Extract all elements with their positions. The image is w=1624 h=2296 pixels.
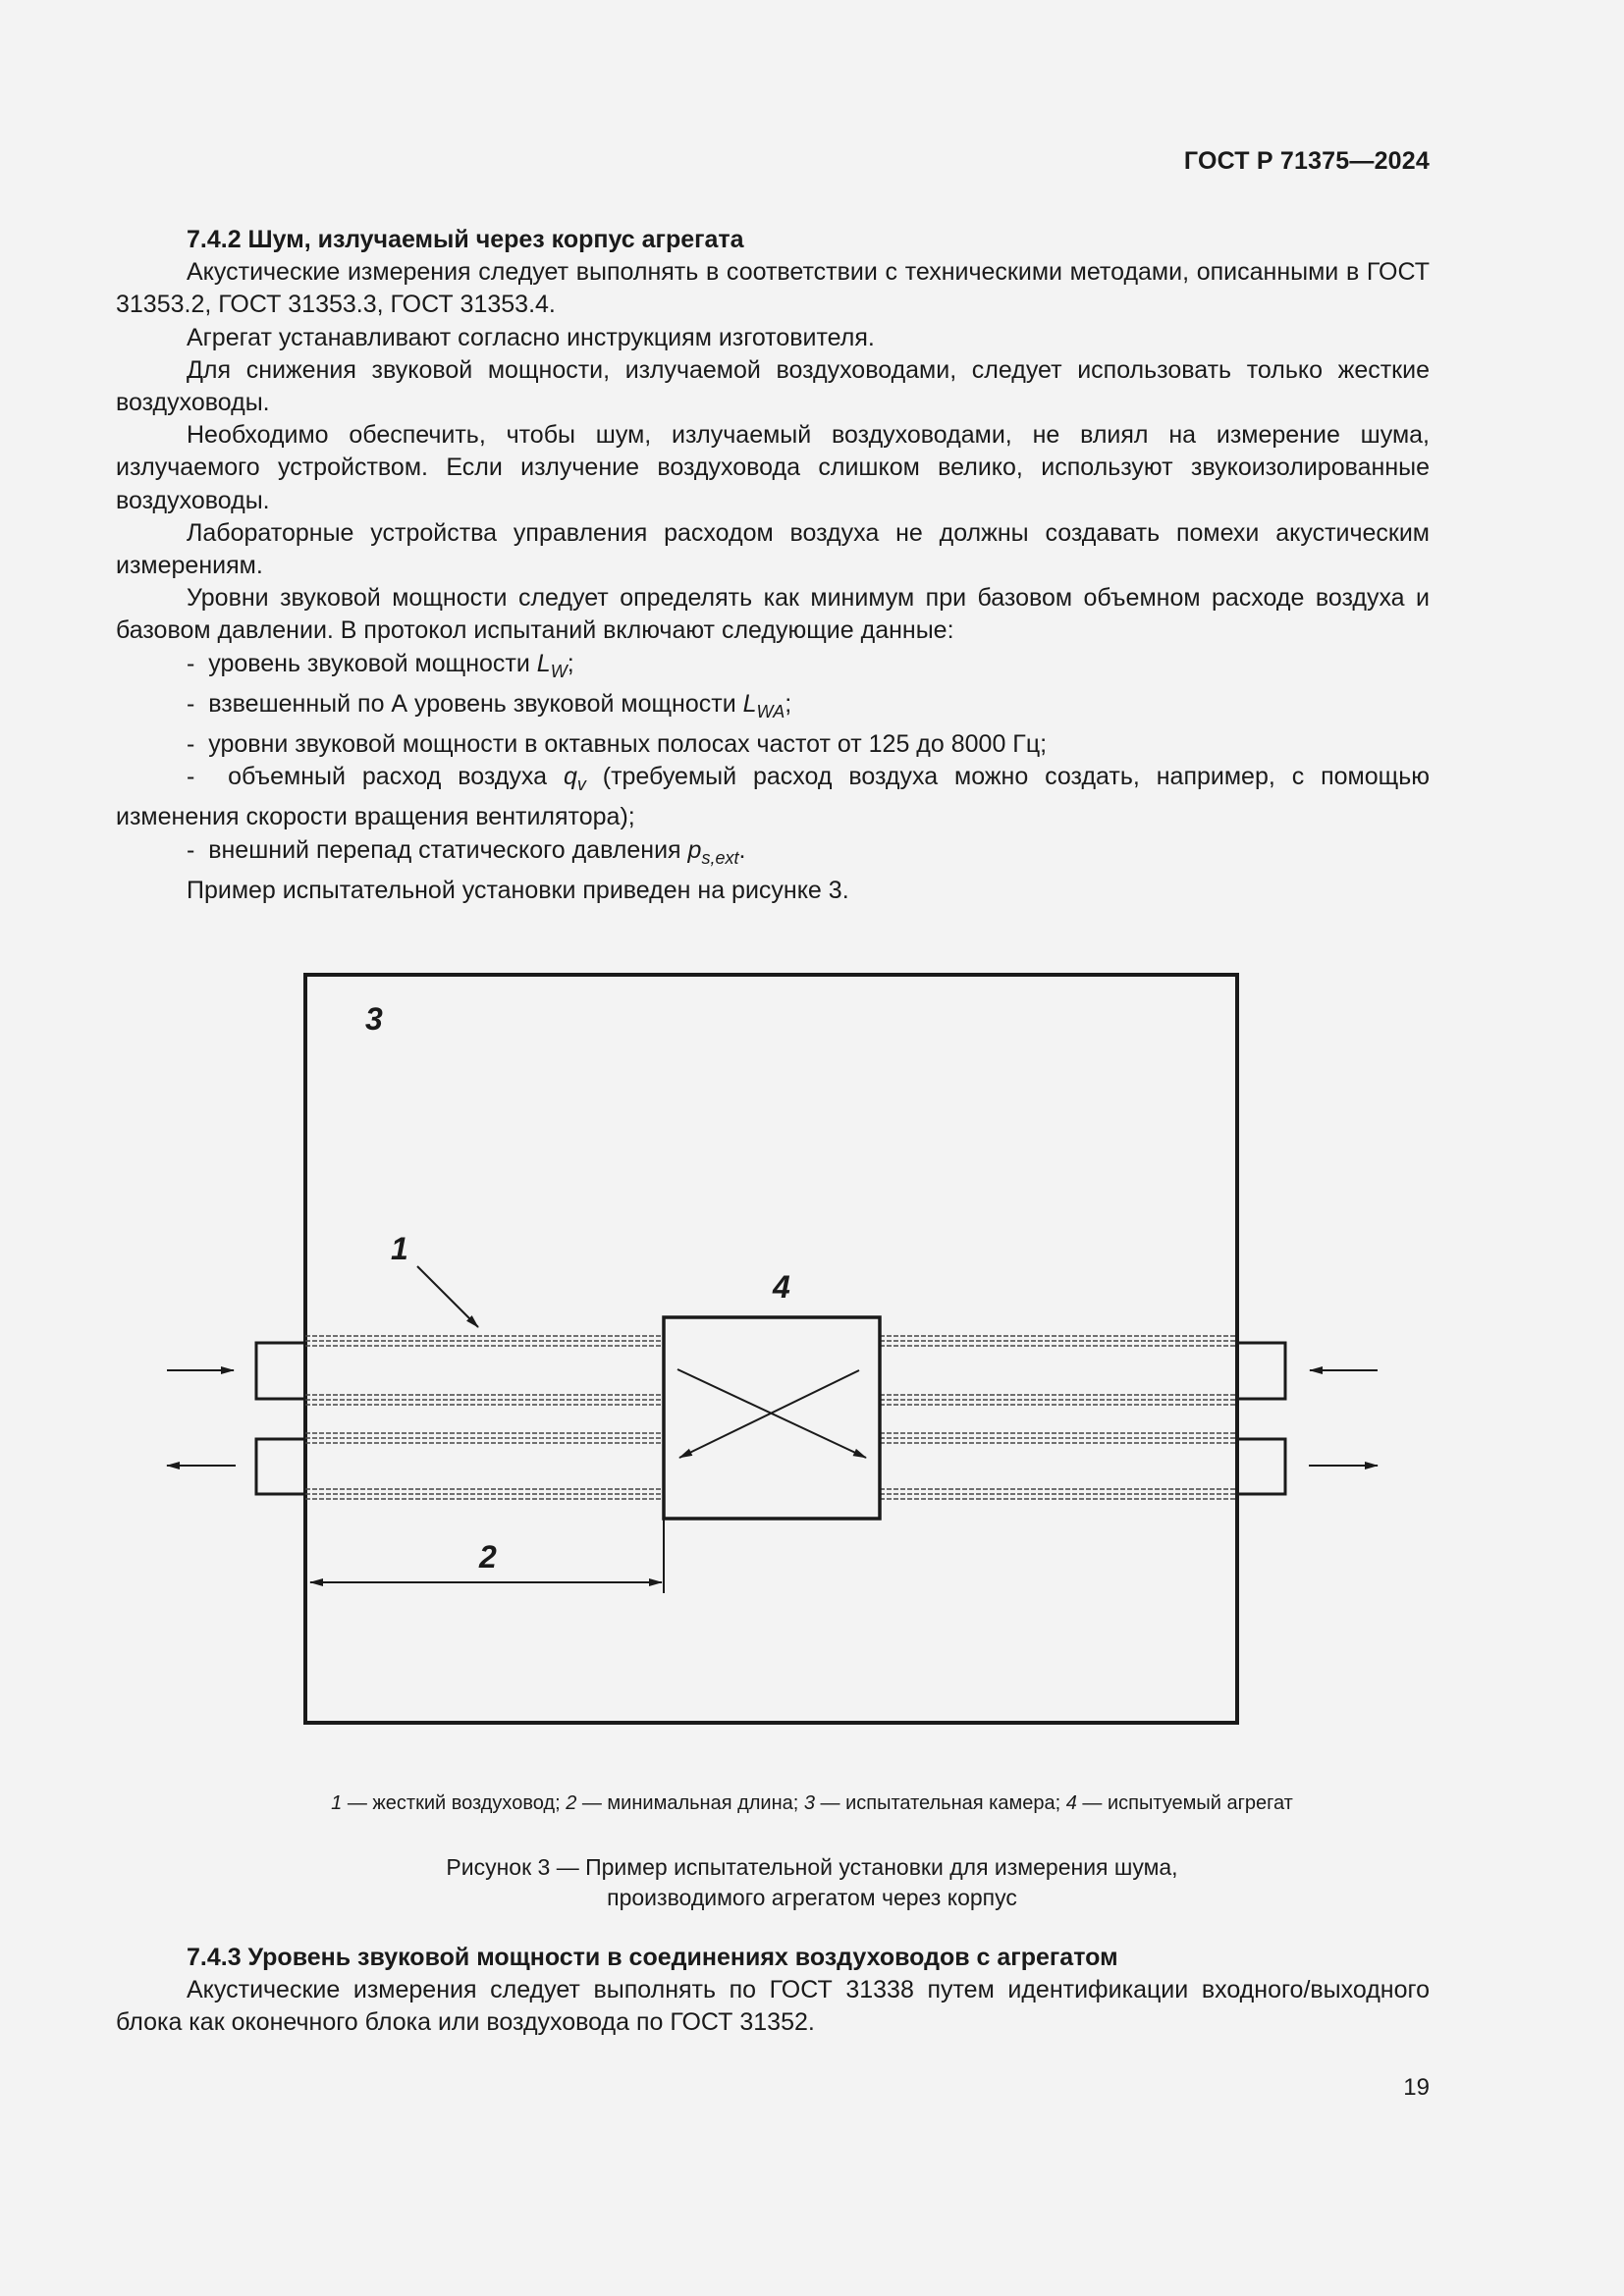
section-title: 7.4.2 Шум, излучаемый через корпус агрегата [187, 226, 744, 253]
paragraph: Уровни звуковой мощности следует определять как минимум при базовом объемном расходе воздуха и базовом давлении. В протокол испытаний включают следующие данные: [116, 584, 1430, 645]
list-item: - уровень звуковой мощности $L_W$; [187, 649, 574, 681]
document-code: ГОСТ Р 71375—2024 [1183, 147, 1430, 175]
test-chamber [305, 975, 1237, 1723]
paragraph: Для снижения звуковой мощности, излучаемой воздуховодами, следует использовать только жесткие воздуховоды. [116, 355, 1430, 417]
section-title: 7.4.3 Уровень звуковой мощности в соединениях воздуховодов с агрегатом [187, 1944, 1118, 1971]
page-number: 19 [1403, 2074, 1430, 2101]
paragraph: Лабораторные устройства управления расходом воздуха не должны создавать помехи акустическим измерениям. [116, 518, 1430, 580]
figure-label-2: 2 [479, 1539, 497, 1575]
duct-stub-right-bottom [1237, 1439, 1285, 1494]
paragraph: Необходимо обеспечить, чтобы шум, излучаемый воздуховодами, не влиял на измерение шума, излучаемого устройством. Если излучение воздуховода слишком велико, используют звукоизолированные воздуховоды. [116, 421, 1430, 514]
list-item: - объемный расход воздуха $q_v$ (требуемый расход воздуха можно создать, например, с помощью изменения скорости вращения вентилятора); [116, 763, 1430, 831]
figure-legend: 1 — жесткий воздуховод; 2 — минимальная длина; 3 — испытательная камера; 4 — испытуемый агрегат [331, 1792, 1293, 1814]
figure-label-3: 3 [365, 1001, 383, 1037]
list-item: - внешний перепад статического давления $p_{s,ext}$. [187, 835, 746, 868]
list-item: - взвешенный по А уровень звуковой мощности $L_{WA}$; [187, 689, 792, 721]
duct-stub-right-top [1237, 1343, 1285, 1399]
paragraph: Агрегат устанавливают согласно инструкциям изготовителя. [187, 323, 875, 351]
flow-arrows [167, 1370, 1378, 1466]
paragraph: Акустические измерения следует выполнять в соответствии с техническими методами, описанными в ГОСТ 31353.2, ГОСТ 31353.3, ГОСТ 31353.4. [116, 258, 1430, 319]
paragraph: Пример испытательной установки приведен на рисунке 3. [187, 876, 849, 904]
section-7-4-3 [116, 1942, 1430, 2040]
rigid-ducts [305, 1336, 1237, 1499]
figure-label-1: 1 [391, 1231, 408, 1266]
figure-caption: Рисунок 3 — Пример испытательной установки для измерения шума, производимого агрегатом через корпус [446, 1854, 1178, 1910]
duct-stub-left-top [256, 1343, 305, 1399]
list-item: - уровни звуковой мощности в октавных полосах частот от 125 до 8000 Гц; [187, 730, 1048, 759]
paragraph: Акустические измерения следует выполнять по ГОСТ 31338 путем идентификации входного/выходного блока как оконечного блока или воздуховода по ГОСТ 31352. [116, 1976, 1430, 2037]
unit-under-test [664, 1317, 880, 1519]
figure-label-4: 4 [773, 1269, 790, 1305]
duct-stub-left-bottom [256, 1439, 305, 1494]
